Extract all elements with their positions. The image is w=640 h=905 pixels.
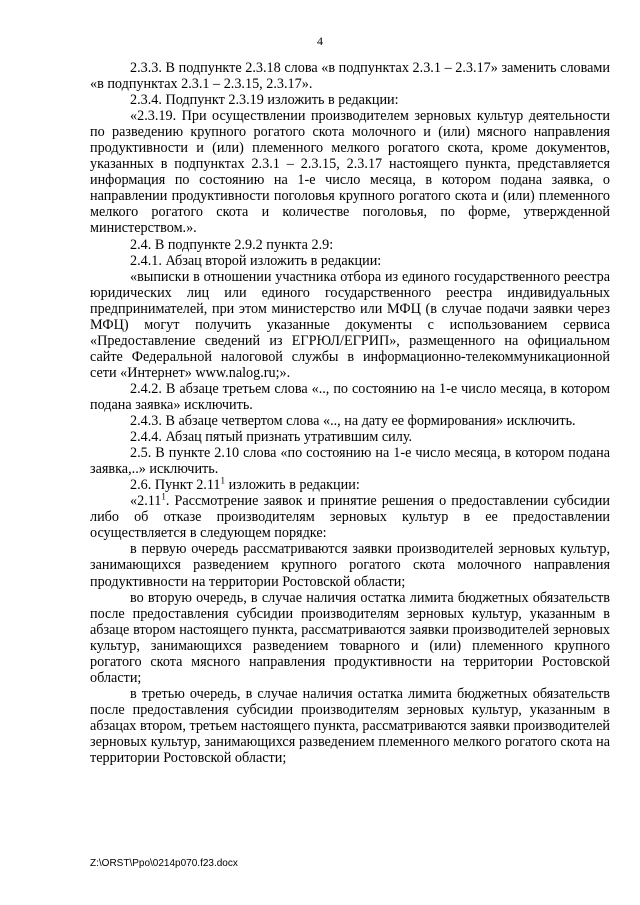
paragraph-2-6-before: 2.6. Пункт 2.11 [130, 477, 221, 494]
paragraph-2-3-3: 2.3.3. В подпункте 2.3.18 слова «в подпунктах 2.3.1 – 2.3.17» заменить словами «в подпунктах 2.3.1 – 2.3.15, 2.3.17». [90, 60, 610, 93]
file-path-footer: Z:\ORST\Ppo\0214p070.f23.docx [90, 858, 238, 869]
paragraph-2-5: 2.5. В пункте 2.10 слова «по состоянию на 1-е число месяца, в котором подана заявка,..» исключить. [90, 445, 610, 478]
superscript-1: 1 [220, 475, 226, 486]
page-number: 4 [317, 34, 323, 48]
paragraph-2-11-1-before: «2.11 [130, 493, 162, 510]
paragraph-2-4-4: 2.4.4. Абзац пятый признать утратившим силу. [130, 429, 413, 446]
paragraph-2-11-1-after: . Рассмотрение заявок и принятие решения о предоставлении субсидии либо об отказе производителям зерновых культур в ее предоставлении осуществляется в следующем порядке: [90, 493, 610, 542]
paragraph-2-4: 2.4. В подпункте 2.9.2 пункта 2.9: [130, 236, 334, 253]
paragraph-first-priority: в первую очередь рассматриваются заявки производителей зерновых культур, занимающихся разведением крупного рогатого скота молочного направления продуктивности на территории Ростовской области; [90, 541, 610, 590]
paragraph-2-4-2: 2.4.2. В абзаце третьем слова «.., по состоянию на 1-е число месяца, в котором подана заявка» исключить. [90, 380, 610, 413]
paragraph-2-4-3: 2.4.3. В абзаце четвертом слова «.., на дату ее формирования» исключить. [130, 413, 576, 430]
document-body [90, 60, 610, 766]
paragraph-2-3-19: «2.3.19. При осуществлении производителем зерновых культур деятельности по разведению крупного рогатого скота молочного и (или) мясного направления продуктивности и (или) племенного мелкого рогатого скота, кроме документов, указанных в подпунктах 2.3.1 – 2.3.15, 2.3.17 настоящего пункта, представляется информация по состоянию на 1-е число месяца, в котором подана заявка, о направлении продуктивности поголовья крупного рогатого скота и (или) племенного мелкого рогатого скота и количестве поголовья, по форме, утвержденной министерством.». [90, 108, 610, 237]
paragraph-2-3-4: 2.3.4. Подпункт 2.3.19 изложить в редакции: [130, 92, 399, 109]
paragraph-2-11-1 [90, 493, 610, 541]
paragraph-third-priority: в третью очередь, в случае наличия остатка лимита бюджетных обязательств после предоставления субсидии производителям зерновых культур, указанным в абзацах втором, третьем настоящего пункта, рассматриваются заявки производителей зерновых культур, занимающихся разведением племенного мелкого рогатого скота на территории Ростовской области; [90, 685, 610, 767]
paragraph-2-6-after: изложить в редакции: [225, 477, 360, 494]
paragraph-2-6 [90, 477, 610, 493]
paragraph-second-priority: во вторую очередь, в случае наличия остатка лимита бюджетных обязательств после предоставления субсидии производителям зерновых культур, указанным в абзаце втором настоящего пункта, рассматриваются заявки производителей зерновых культур, занимающихся разведением товарного и (или) племенного крупного рогатого скота мясного направления продуктивности на территории Ростовской области; [90, 589, 610, 686]
paragraph-2-4-1: 2.4.1. Абзац второй изложить в редакции: [130, 252, 382, 269]
paragraph-extract-text: «выписки в отношении участника отбора из единого государственного реестра юридических лиц или единого государственного реестра индивидуальных предпринимателей, при этом министерство или МФЦ (в случае подачи заявки через МФЦ) могут получить указанные документы с использованием сервиса «Предоставление сведений из ЕГРЮЛ/ЕГРИП», размещенного на официальном сайте Федеральной налоговой службы в информационно-телекоммуникационной сети «Интернет» www.nalog.ru;». [90, 268, 610, 381]
superscript-1: 1 [161, 491, 166, 502]
